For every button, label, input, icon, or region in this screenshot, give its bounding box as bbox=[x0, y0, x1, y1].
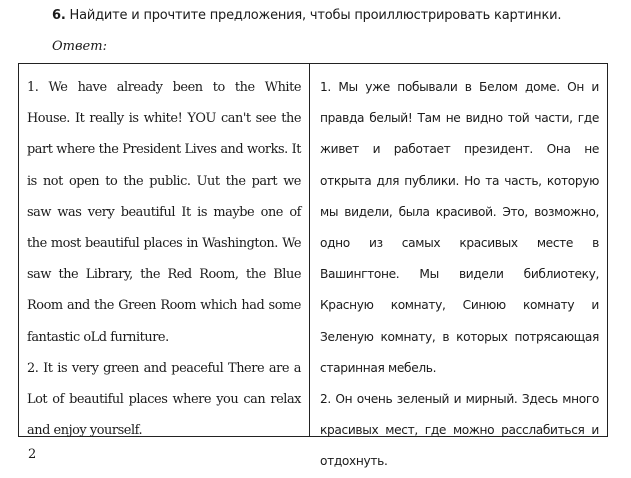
english-column bbox=[19, 64, 310, 439]
english-paragraph-2: 2. It is very green and peaceful There are a Lot of beautiful places where you can relax and enjoy yourself. bbox=[27, 360, 301, 439]
russian-column bbox=[310, 64, 607, 469]
translation-table bbox=[18, 63, 608, 469]
answer-label: Ответ: bbox=[52, 39, 107, 54]
task-number: 6. bbox=[52, 8, 66, 23]
english-paragraph-1: 1. We have already been to the White House. It really is white! YOU can't see the part where the President Lives and works. It is not open to the public. Uut the part we saw was very beautiful It is maybe one of the most beautiful places in Washington. We saw the Library, the Red Room, the Blue Room and the Green Room which had some fantastic oLd furniture. bbox=[27, 80, 301, 345]
russian-paragraph-2: 2. Он очень зеленый и мирный. Здесь много красивых мест, где можно расслабиться и отдохнуть. bbox=[320, 392, 599, 469]
task-text: Найдите и прочтите предложения, чтобы проиллюстрировать картинки. bbox=[69, 8, 562, 23]
russian-paragraph-1: 1. Мы уже побывали в Белом доме. Он и правда белый! Там не видно той части, где живет и работает президент. Она не открыта для публики. Но та часть, которую мы видели, была красивой. Это, возможно, одно из самых красивых месте в Вашингтоне. Мы видели библиотеку, Красную комнату, Синюю комнату и Зеленую комнату, в которых потрясающая старинная мебель. bbox=[320, 80, 599, 375]
next-task-number: 2 bbox=[28, 447, 37, 462]
task-heading bbox=[52, 8, 561, 23]
